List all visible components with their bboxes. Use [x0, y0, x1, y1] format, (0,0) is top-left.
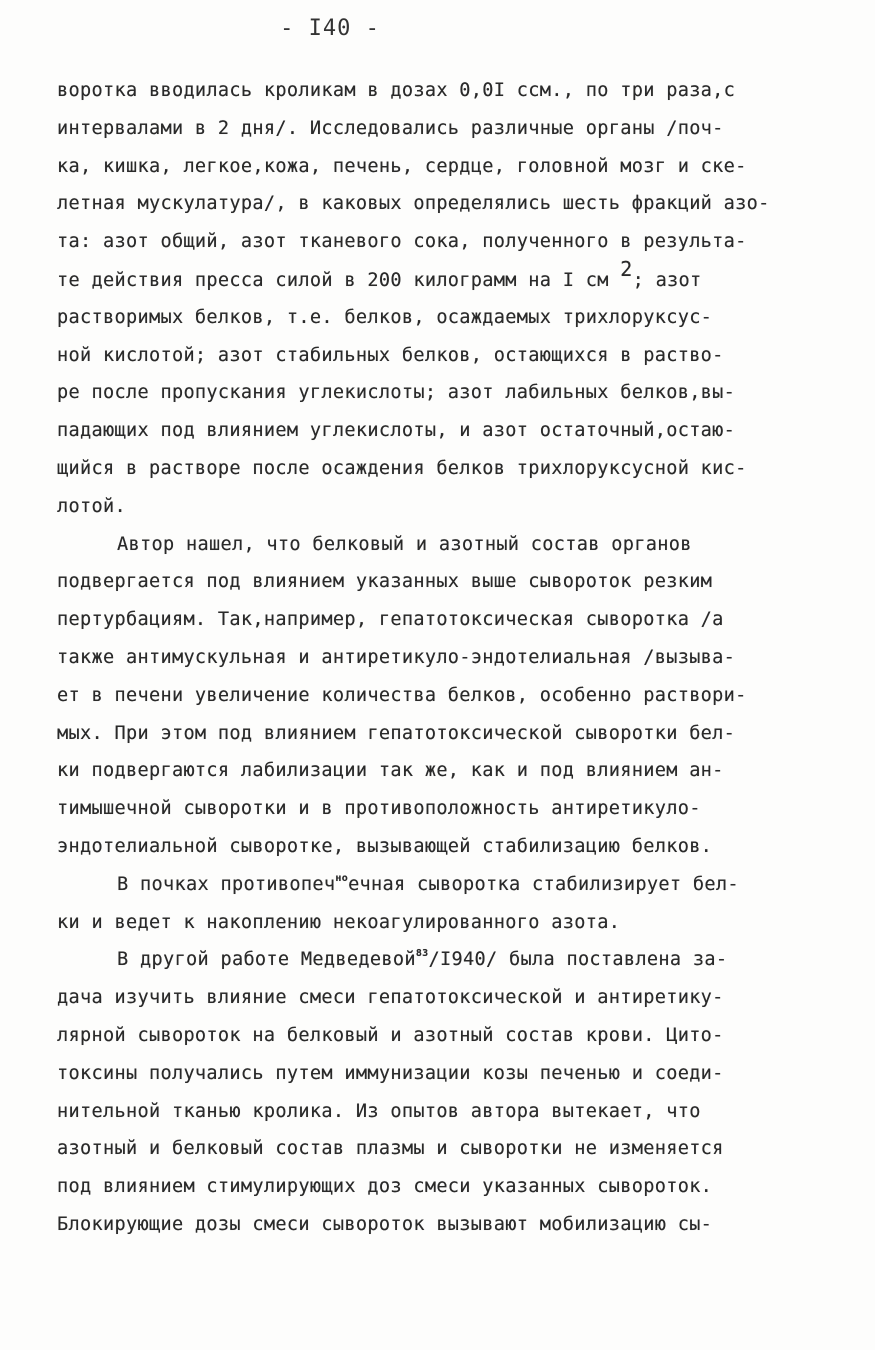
text-line-with-superscript: [57, 256, 797, 299]
text-line: также антимускульная и антиретикуло-эндотелиальная /вызыва-: [57, 646, 736, 668]
text-line: подвергается под влиянием указанных выше сывороток резким: [57, 571, 713, 593]
paragraph-start-with-correction: [57, 866, 797, 904]
superscript: 2: [620, 256, 633, 281]
text-line: азотный и белковый состав плазмы и сыворотки не изменяется: [57, 1138, 724, 1160]
handwritten-insertion: но: [335, 872, 349, 884]
text-line: ной кислотой; азот стабильных белков, остающихся в раство-: [57, 344, 724, 366]
text-segment: В другой работе Медведевой: [117, 949, 416, 971]
text-line: токсины получались путем иммунизации козы печенью и соеди-: [57, 1062, 724, 1084]
text-line: ет в печени увеличение количества белков, особенно раствори-: [57, 684, 747, 706]
text-line: Блокирующие дозы смеси сывороток вызывают мобилизацию сы-: [57, 1213, 713, 1235]
page-number: - I40 -: [280, 16, 380, 41]
text-line: ки и ведет к накоплению некоагулированного азота.: [57, 911, 621, 933]
paragraph-start: Автор нашел, что белковый и азотный состав органов: [117, 533, 692, 555]
text-line: мых. При этом под влиянием гепатотоксической сыворотки бел-: [57, 722, 736, 744]
body-text: [57, 72, 797, 1244]
text-line: под влиянием стимулирующих доз смеси указанных сывороток.: [57, 1176, 713, 1198]
text-line: та: азот общий, азот тканевого сока, полученного в результа-: [57, 231, 747, 253]
text-line: ре после пропускания углекислоты; азот лабильных белков,вы-: [57, 382, 736, 404]
text-segment: ; азот: [632, 269, 702, 291]
text-line: дача изучить влияние смеси гепатотоксической и антиретику-: [57, 987, 724, 1009]
text-line: тимышечной сыворотки и в противоположность антиретикуло-: [57, 798, 701, 820]
text-line: летная мускулатура/, в каковых определялись шесть фракций азо-: [57, 193, 770, 215]
text-line: падающих под влиянием углекислоты, и азот остаточный,остаю-: [57, 420, 736, 442]
text-line: лярной сывороток на белковый и азотный состав крови. Цито-: [57, 1024, 724, 1046]
text-segment: ечная сыворотка стабилизирует бел-: [348, 873, 739, 895]
reference-number: 83: [415, 948, 429, 960]
text-line: лотой.: [57, 495, 126, 517]
text-segment: /I940/ была поставлена за-: [428, 949, 728, 971]
text-line: щийся в растворе после осаждения белков трихлоруксусной кис-: [57, 457, 747, 479]
text-line: воротка вводилась кроликам в дозах 0,0I ccм., по три раза,с: [57, 80, 736, 101]
text-line: интервалами в 2 дня/. Исследовались различные органы /поч-: [57, 117, 724, 139]
text-segment: В почках противопеч: [117, 873, 336, 895]
paragraph-start-with-reference: [57, 941, 797, 979]
text-line: ка, кишка, легкое,кожа, печень, сердце, головной мозг и ске-: [57, 155, 747, 177]
text-line: растворимых белков, т.е. белков, осаждаемых трихлоруксус-: [57, 306, 713, 328]
text-segment: те действия пресса силой в 200 килограмм на I см: [57, 269, 621, 291]
text-line: эндотелиальной сыворотке, вызывающей стабилизацию белков.: [57, 835, 713, 857]
text-line: пертурбациям. Так,например, гепатотоксическая сыворотка /а: [57, 609, 724, 631]
text-line: нительной тканью кролика. Из опытов автора вытекает, что: [57, 1100, 701, 1122]
text-line: ки подвергаются лабилизации так же, как и под влиянием ан-: [57, 760, 724, 782]
